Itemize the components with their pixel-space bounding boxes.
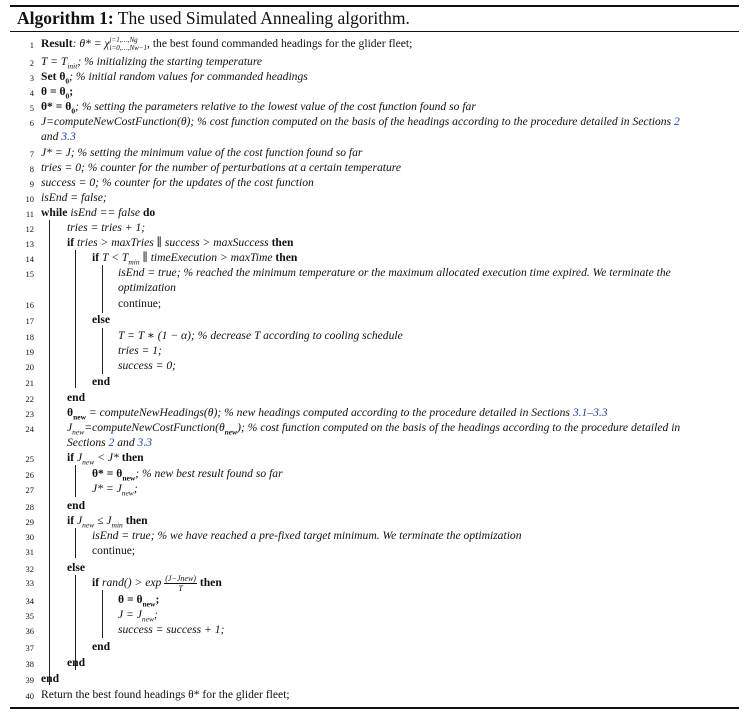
line-36: success = success + 1; xyxy=(118,623,225,636)
line-6: J=computeNewCostFunction(θ); % cost function computed on the basis of the headings according to the procedure detailed in Sections 2 xyxy=(41,115,680,128)
line-38: end xyxy=(67,656,86,669)
exp-fraction: $\frac{\text{(J−Jnew)}}{T}$ xyxy=(165,574,196,593)
line-30: isEnd = true; % we have reached a pre-fixed target minimum. We terminate the optimization xyxy=(92,529,522,542)
else-block-bar xyxy=(102,328,103,374)
caption-label: Algorithm 1: xyxy=(17,8,114,28)
rand-block-bar xyxy=(102,590,103,638)
line-21: end xyxy=(92,375,111,388)
line-24: $J_{new}=computeNewCostFunction(\theta_{new})$; % cost function computed on the basis of the headings according to the procedure detailed in xyxy=(67,421,681,437)
line-12: tries = tries + 1; xyxy=(67,221,146,234)
line-9: success = 0; % counter for the updates of the cost function xyxy=(41,176,314,189)
line-16: continue; xyxy=(118,297,162,310)
bottom-rule xyxy=(10,707,739,709)
ref-section-3-3[interactable]: 3.3 xyxy=(61,130,76,143)
line-35: $J = J_{new}$; xyxy=(118,608,158,624)
line-19: tries = 1; xyxy=(118,344,162,357)
line-17: else xyxy=(92,313,111,326)
ref-section-2[interactable]: 2 xyxy=(674,115,680,128)
caption-title: The used Simulated Annealing algorithm. xyxy=(117,8,410,28)
line-27: $J* = J_{new}$; xyxy=(92,482,138,498)
line-34: $\theta = \theta_{new}$; xyxy=(118,593,160,609)
line-10: isEnd = false; xyxy=(41,191,107,204)
algorithm-caption xyxy=(17,7,410,29)
line-1: Result: θ* = χ j=1,…,Ng i=0,…,Nw−1 , the best found commanded headings for the glider fleet; xyxy=(41,36,413,53)
line-14: if $T < T_{min}$ ∥ timeExecution > maxTime then xyxy=(92,251,298,267)
if-block-bar xyxy=(75,250,76,388)
line-7: J* = J; % setting the minimum value of the cost function found so far xyxy=(41,146,363,159)
line-28: end xyxy=(67,499,86,512)
while-block-bar xyxy=(49,220,50,685)
ref-section-3-3b[interactable]: 3.3 xyxy=(137,436,153,449)
line-18: T = T ∗ (1 − α); % decrease T according to cooling schedule xyxy=(118,329,403,342)
caption-rule xyxy=(10,31,739,32)
line-15-cont: optimization xyxy=(118,281,176,294)
line-25: if $J_{new} < J*$ then xyxy=(67,451,144,467)
if-new-block-bar xyxy=(75,465,76,497)
line-4: $\theta = \theta_0$; xyxy=(41,85,74,101)
line-37: end xyxy=(92,640,111,653)
line-39: end xyxy=(41,672,60,685)
line-11: while isEnd == false do xyxy=(41,206,156,219)
line-6-cont: and 3.3 xyxy=(41,130,76,143)
line-26: $\theta* = \theta_{new}$; % new best result found so far xyxy=(92,467,283,483)
line-22: end xyxy=(67,391,86,404)
line-23: $\theta_{new}$ = computeNewHeadings(θ); % new headings computed according to the procedure detailed in Sections 3.1–3.3 xyxy=(67,406,608,422)
line-2: $T = T_{init}$; % initializing the starting temperature xyxy=(41,55,263,71)
line-32: else xyxy=(67,561,86,574)
line-5: $\theta* = \theta_0$; % setting the parameters relative to the lowest value of the cost function found so far xyxy=(41,100,476,116)
line-3: Set $\theta_0$; % initial random values for commanded headings xyxy=(41,70,308,86)
ref-section-2b[interactable]: 2 xyxy=(108,436,115,449)
line-29: if $J_{new} \le J_{min}$ then xyxy=(67,514,148,530)
line-24-cont: Sections 2 and 3.3 xyxy=(67,436,153,449)
line-13: if tries > maxTries ∥ success > maxSuccess then xyxy=(67,236,294,249)
inner-if-block-bar xyxy=(102,265,103,313)
if-min-block-bar xyxy=(75,528,76,558)
line-33: if rand() > exp $\frac{\text{(J−Jnew)}}{T}$ then xyxy=(92,574,222,593)
line-40: Return the best found headings θ* for the glider fleet; xyxy=(41,688,290,701)
ref-sections-3-1-3-3[interactable]: 3.1–3.3 xyxy=(572,406,608,419)
line-8: tries = 0; % counter for the number of perturbations at a certain temperature xyxy=(41,161,401,174)
line-20: success = 0; xyxy=(118,359,177,372)
line-15: isEnd = true; % reached the minimum temperature or the maximum allocated execution time expired. We terminate the xyxy=(118,266,671,279)
line-31: continue; xyxy=(92,544,136,557)
